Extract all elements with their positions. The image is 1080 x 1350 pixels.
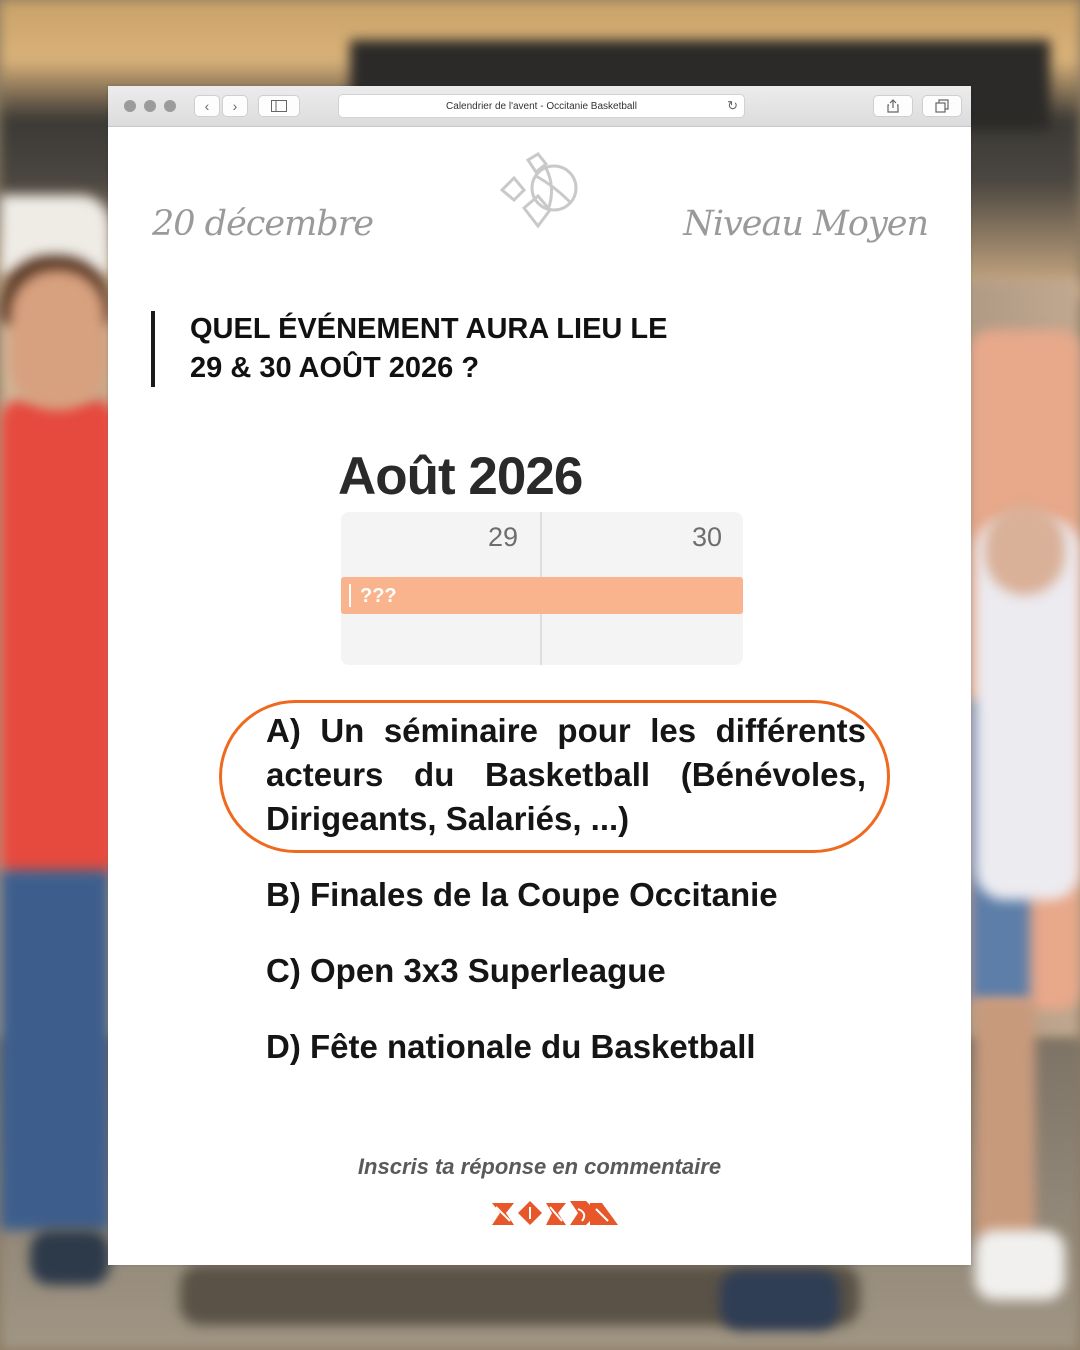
sidebar-button[interactable] [258,95,300,117]
chevron-left-icon: ‹ [204,98,210,114]
calendar-widget [341,512,743,665]
calendar-day-30: 30 [692,522,723,552]
page-title-in-address-bar: Calendrier de l'avent - Occitanie Basketball [446,100,637,112]
advent-date: 20 décembre [152,204,374,244]
calendar-event[interactable] [341,577,743,614]
question-accent-bar [151,311,155,387]
difficulty-level: Niveau Moyen [683,204,928,244]
answer-option-b[interactable]: B) Finales de la Coupe Occitanie [266,876,778,913]
browser-toolbar [108,86,971,127]
browser-window [108,86,971,1265]
answer-option-d[interactable]: D) Fête nationale du Basketball [266,1028,756,1065]
occitanie-basketball-logo-icon [498,152,580,232]
tabs-overview-icon [935,99,949,113]
answer-option-a[interactable]: A) Un séminaire pour les différents acteurs du Basketball (Bénévoles, Dirigeants, Salariés, ...) [266,712,866,837]
back-button[interactable] [194,95,220,117]
maximize-window-dot[interactable] [164,100,176,112]
calendar-day-29: 29 [488,522,519,552]
answer-option-c[interactable]: C) Open 3x3 Superleague [266,952,666,989]
question-text [190,310,750,388]
question-line-1: QUEL ÉVÉNEMENT AURA LIEU LE [190,313,668,345]
sidebar-icon [271,100,287,112]
event-marker [349,584,351,607]
event-label: ??? [360,585,397,607]
tabs-button[interactable] [922,95,962,117]
reload-icon[interactable]: ↻ [727,98,738,113]
chevron-right-icon: › [232,98,238,114]
league-brand-logo-icon [492,1199,622,1227]
close-window-dot[interactable] [124,100,136,112]
minimize-window-dot[interactable] [144,100,156,112]
share-button[interactable] [873,95,913,117]
question-line-2: 29 & 30 AOÛT 2026 ? [190,352,480,384]
comment-call-to-action: Inscris ta réponse en commentaire [357,1154,722,1179]
forward-button[interactable] [222,95,248,117]
address-bar[interactable] [338,94,745,118]
calendar-month-title: Août 2026 [338,447,583,506]
share-icon [887,99,899,113]
